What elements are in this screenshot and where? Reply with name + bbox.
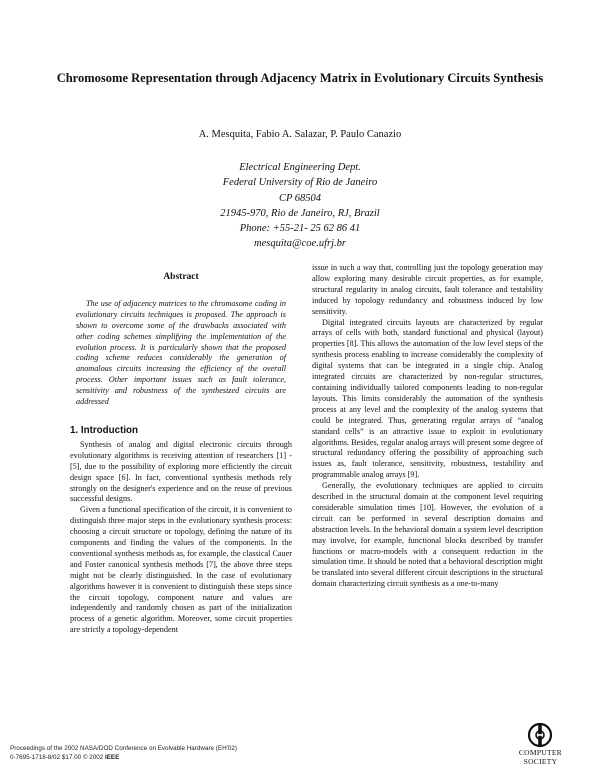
right-paragraph-3: Generally, the evolutionary techniques are applied to circuits described in the structural domain at the component level requiring considerable simulation times [10]. However, the evolution of a circuit can be performed in several description domains and abstraction levels. In the behavioral domain a system level description may involve, for example, functional blocks described by transfer functions or macro-models with a consequent reduction in the simulation time. It should be noted that a behavioral description might be translated into several different circuit descriptions in the structural domain characterizing circuit synthesis as a one-to-many <box>312 481 543 589</box>
intro-paragraph-2: Given a functional specification of the circuit, it is convenient to distinguish three major steps in the evolutionary synthesis process: choosing a circuit structure or topology, defining the nature of its components and finding the values of the components. In the conventional synthesis methods as, for example, the classical Cauer and Foster canonical synthesis methods [7], the above three steps might not be clearly distinguished. In the case of evolutionary algorithms however it is convenient to distinguish these steps since the circuit topology, component nature and values are independently and randomly chosen as part of the initialization process of a genetic algorithm. Moreover, some circuit properties are strictly a topology-dependent <box>70 505 292 635</box>
right-paragraph-1: issue in such a way that, controlling just the topology generation may allow exploring many desirable circuit properties, as for example, structural regularity in analog circuits, fault tolerance and testability induced by topology redundancy and robustness induced by low sensitivity. <box>312 263 543 316</box>
logo-text-line1: COMPUTER <box>518 748 563 757</box>
footer-publisher: IEEE <box>104 754 120 761</box>
computer-society-emblem-icon <box>527 722 553 748</box>
affiliation-dept: Electrical Engineering Dept. <box>239 162 361 173</box>
author-list: A. Mesquita, Fabio A. Salazar, P. Paulo Canazio <box>198 129 402 140</box>
right-paragraph-2: Digital integrated circuits layouts are characterized by regular arrays of cells with both, standard functional and physical (layout) properties [8]. This allows the automation of the low level steps of the synthesis process enabling to increase considerably the complexity of digital systems that can be integrated in a single chip. Analog integrated circuits are characterized by non-regular structures, containing individually tailored components leading to non-regular layouts. This limits considerably the automation of the synthesis process at any level and the complexity of the analog systems that could be integrated. Thus, generating regular arrays of “analog standard cells” is an attractive issue to exploit in evolutionary algorithms. Besides, regular analog arrays will present some degree of structural redundancy offering the possibility of approaching such issues as, fault tolerance, sensitivity, robustness, testability and programmable analog arrays [9]. <box>312 317 543 480</box>
section-heading-introduction: 1. Introduction <box>70 424 139 436</box>
affiliation-phone: Phone: +55-21- 25 62 86 41 <box>239 223 361 235</box>
computer-society-logo <box>513 722 568 770</box>
left-column <box>70 272 292 636</box>
abstract-text: The use of adjacency matrices to the chromosome coding in evolutionary circuits techniques is proposed. The approach is shown to overcome some of the drawbacks associated with other coding schemes simplifying the implementation of the evolution process. It is particularly shown that the proposed coding scheme reduces considerably the generation of anomalous circuits increasing the efficiency of the overall process. Other important issues such as fault tolerance, sensitivity and robustness of the synthesized circuits are addressed <box>76 298 286 407</box>
page-footer <box>10 744 237 762</box>
logo-text <box>513 748 568 766</box>
footer-isbn-line <box>10 753 237 762</box>
affiliation-block <box>150 160 450 252</box>
abstract-heading: Abstract <box>163 272 199 282</box>
footer-isbn: 0-7695-1718-8/02 $17.00 © 2002 <box>10 754 104 761</box>
paper-title: Chromosome Representation through Adjacency Matrix in Evolutionary Circuits Synthesis <box>56 71 544 85</box>
intro-paragraph-1: Synthesis of analog and digital electronic circuits through evolutionary algorithms is receiving attention of researchers [1] - [5], due to the possibility of exploring more efficiently the circuit design space [6]. In fact, conventional synthesis methods rely strongly on the designer's experience and on the reuse of previous successful designs. <box>70 439 292 504</box>
affiliation-email[interactable]: mesquita@coe.ufrj.br <box>254 238 346 250</box>
affiliation-cp: CP 68504 <box>278 192 322 204</box>
right-column <box>312 263 543 590</box>
affiliation-address: 21945-970, Rio de Janeiro, RJ, Brazil <box>220 207 380 219</box>
affiliation-university: Federal University of Rio de Janeiro <box>222 177 378 189</box>
logo-text-line2: SOCIETY <box>523 757 558 766</box>
footer-proceedings: Proceedings of the 2002 NASA/DOD Conference on Evolvable Hardware (EH'02) <box>10 745 237 752</box>
